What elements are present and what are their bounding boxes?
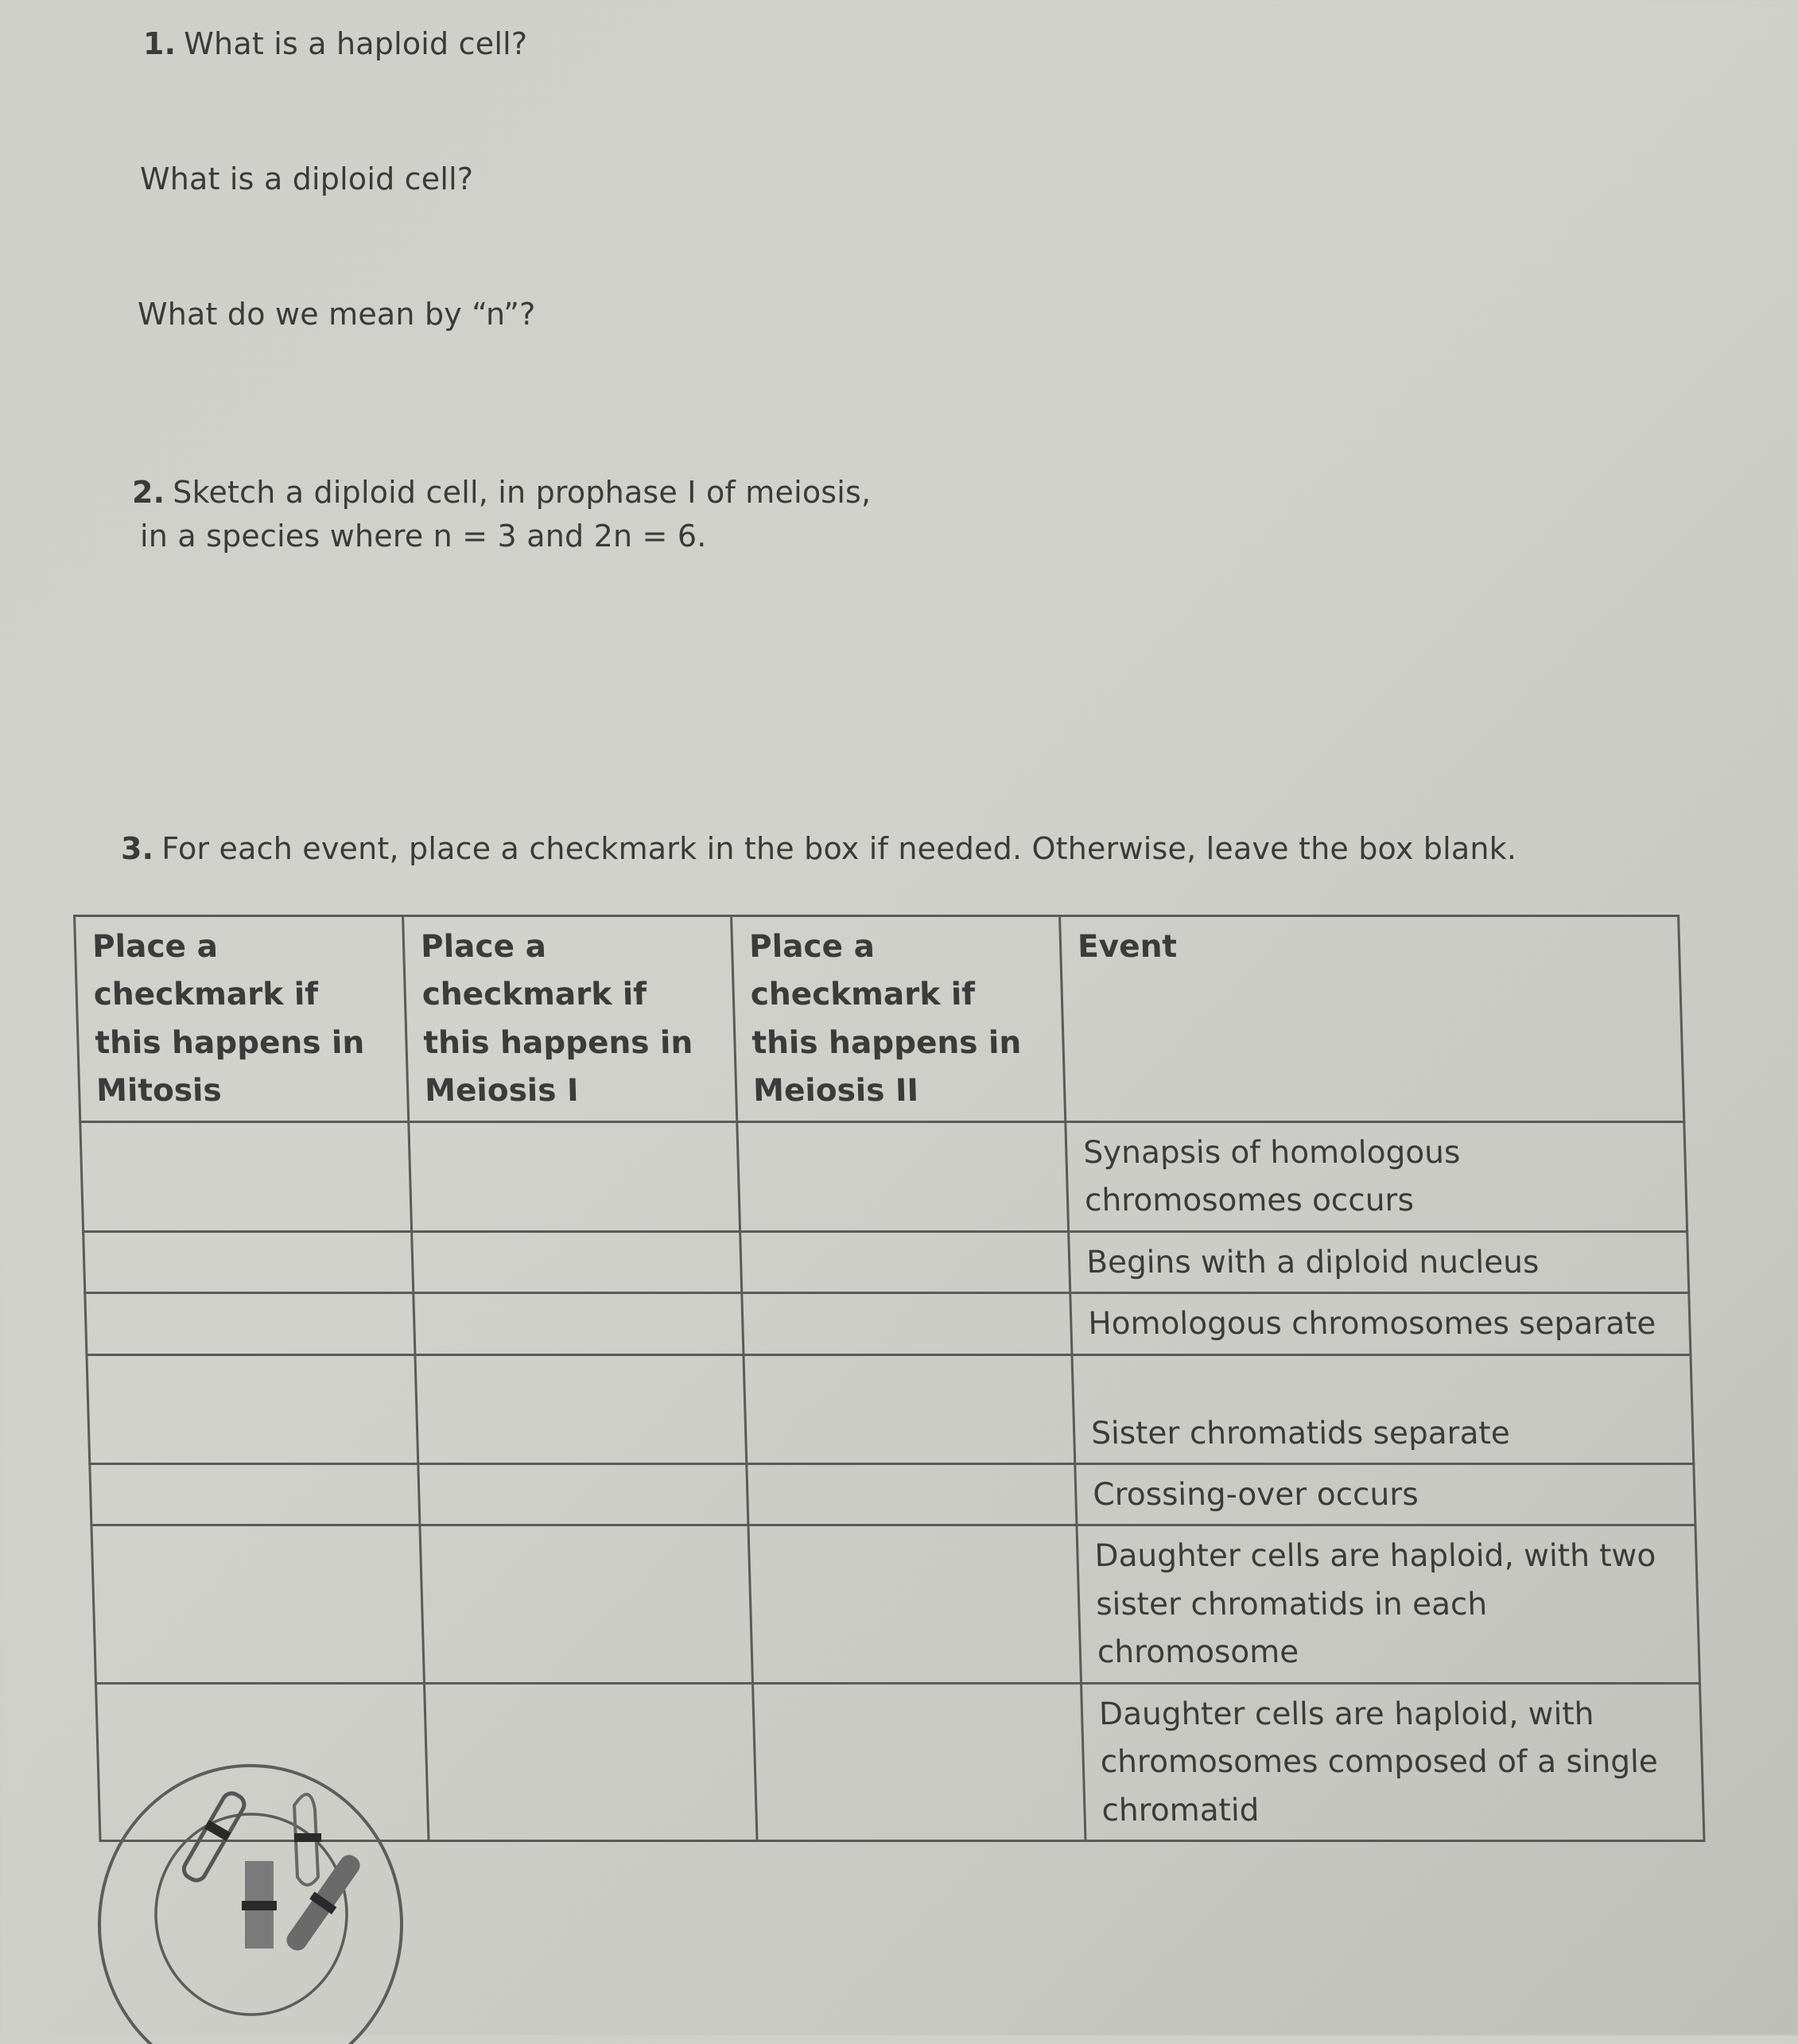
event-cell: Crossing-over occurs (1075, 1463, 1695, 1525)
event-cell: Daughter cells are haploid, with chromosomes composed of a single chromatid (1081, 1683, 1704, 1840)
event-cell: Daughter cells are haploid, with two sister chromatids in each chromosome (1077, 1525, 1700, 1683)
header-mitosis: Place a checkmark if this happens in Mitosis (75, 916, 409, 1122)
event-cell: Homologous chromosomes separate (1070, 1293, 1691, 1354)
meiosis-1-check-cell[interactable] (412, 1231, 742, 1292)
meiosis-2-check-cell[interactable] (747, 1463, 1077, 1525)
meiosis-1-check-cell[interactable] (409, 1121, 740, 1231)
chromosome-sketch (242, 1861, 277, 1949)
question-number: 3. (121, 831, 154, 866)
mitosis-check-cell[interactable] (83, 1231, 414, 1292)
chromosome-sketch (280, 1849, 366, 1956)
question-1b: What is a diploid cell? (140, 161, 474, 196)
header-meiosis-1: Place a checkmark if this happens in Meiosis I (403, 916, 737, 1122)
meiosis-1-check-cell[interactable] (424, 1683, 757, 1840)
meiosis-2-check-cell[interactable] (742, 1293, 1072, 1354)
mitosis-check-cell[interactable] (87, 1354, 418, 1463)
question-text: For each event, place a checkmark in the box if needed. Otherwise, leave the box blank. (161, 831, 1517, 866)
table-row (80, 1121, 1687, 1231)
table-header-row (75, 916, 1684, 1122)
meiosis-2-check-cell[interactable] (744, 1354, 1075, 1463)
table-row (91, 1525, 1700, 1683)
chromosome-sketch (294, 1794, 321, 1885)
question-2 (132, 471, 871, 558)
event-cell: Begins with a diploid nucleus (1069, 1231, 1689, 1292)
table-row (90, 1463, 1695, 1525)
question-text: What is a haploid cell? (184, 26, 528, 61)
question-number: 2. (132, 475, 165, 510)
table-row (85, 1293, 1691, 1354)
meiosis-1-check-cell[interactable] (414, 1293, 744, 1354)
meiosis-1-check-cell[interactable] (418, 1463, 748, 1525)
event-cell: Sister chromatids separate (1072, 1354, 1694, 1463)
meiosis-2-check-cell[interactable] (752, 1683, 1085, 1840)
cell-sketch-drawing (56, 1742, 421, 2044)
checkmark-table (73, 915, 1706, 1842)
header-meiosis-2: Place a checkmark if this happens in Meiosis II (732, 916, 1066, 1122)
meiosis-1-check-cell[interactable] (420, 1525, 753, 1683)
question-1c: What do we mean by “n”? (138, 297, 536, 332)
mitosis-check-cell[interactable] (80, 1121, 412, 1231)
event-cell: Synapsis of homologous chromosomes occurs (1066, 1121, 1687, 1231)
table-row (87, 1354, 1694, 1463)
meiosis-2-check-cell[interactable] (748, 1525, 1082, 1683)
table-row (83, 1231, 1689, 1292)
mitosis-check-cell[interactable] (91, 1525, 425, 1683)
question-number: 1. (143, 26, 177, 61)
meiosis-2-check-cell[interactable] (737, 1121, 1069, 1231)
mitosis-check-cell[interactable] (85, 1293, 415, 1354)
meiosis-1-check-cell[interactable] (415, 1354, 747, 1463)
question-text: Sketch a diploid cell, in prophase I of meiosis, (173, 475, 872, 510)
question-2-line-2: in a species where n = 3 and 2n = 6. (140, 519, 707, 554)
question-3 (121, 827, 1516, 871)
question-1 (143, 22, 527, 66)
question-2-line-1 (132, 471, 871, 515)
meiosis-2-check-cell[interactable] (740, 1231, 1070, 1292)
mitosis-check-cell[interactable] (90, 1463, 420, 1525)
header-event: Event (1060, 916, 1684, 1122)
